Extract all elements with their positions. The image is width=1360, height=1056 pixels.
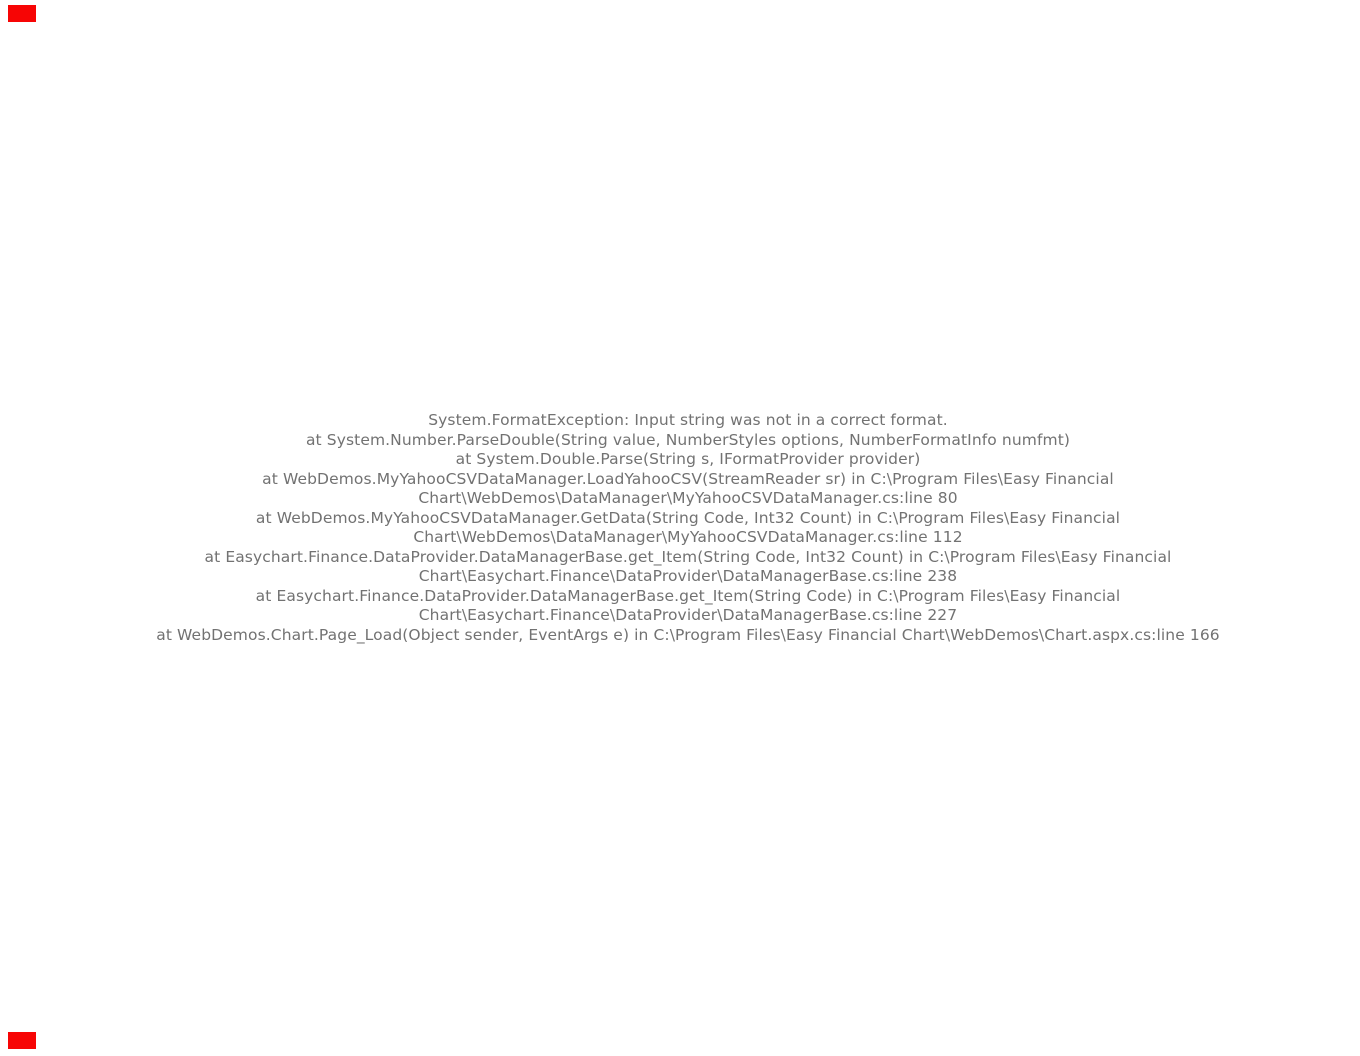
broken-image-icon <box>8 1032 36 1049</box>
exception-stack-trace <box>120 411 1256 646</box>
stack-trace-line: Chart\WebDemos\DataManager\MyYahooCSVDataManager.cs:line 112 <box>413 528 963 547</box>
stack-trace-line: at Easychart.Finance.DataProvider.DataManagerBase.get_Item(String Code) in C:\Program Files\Easy Financial <box>255 586 1121 605</box>
stack-trace-line: at System.Double.Parse(String s, IFormatProvider provider) <box>455 450 921 469</box>
stack-trace-line: Chart\WebDemos\DataManager\MyYahooCSVDataManager.cs:line 80 <box>418 489 958 508</box>
exception-message-line: System.FormatException: Input string was not in a correct format. <box>428 411 948 429</box>
stack-trace-line: at WebDemos.MyYahooCSVDataManager.GetData(String Code, Int32 Count) in C:\Program Files\Easy Financial <box>255 508 1121 527</box>
stack-trace-line: Chart\Easychart.Finance\DataProvider\DataManagerBase.cs:line 227 <box>418 606 958 625</box>
stack-trace-line: at Easychart.Finance.DataProvider.DataManagerBase.get_Item(String Code, Int32 Count) in C:\Program Files\Easy Financial <box>204 547 1172 566</box>
stack-trace-line: at System.Number.ParseDouble(String value, NumberStyles options, NumberFormatInfo numfmt) <box>305 430 1071 449</box>
stack-trace-line: at WebDemos.Chart.Page_Load(Object sender, EventArgs e) in C:\Program Files\Easy Financial Chart\WebDemos\Chart.aspx.cs:line 166 <box>156 626 1220 645</box>
stack-trace-line: at WebDemos.MyYahooCSVDataManager.LoadYahooCSV(StreamReader sr) in C:\Program Files\Easy Financial <box>262 469 1114 488</box>
broken-image-icon <box>8 5 36 22</box>
stack-trace-line: Chart\Easychart.Finance\DataProvider\DataManagerBase.cs:line 238 <box>418 567 958 586</box>
